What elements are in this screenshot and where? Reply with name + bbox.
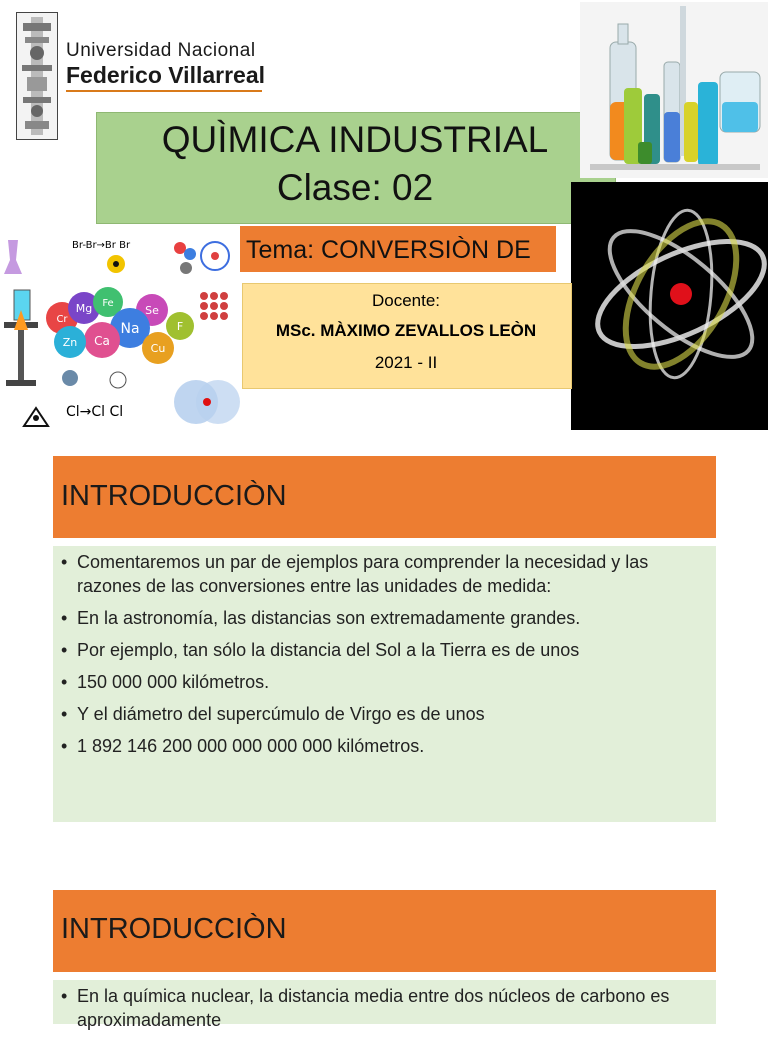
slide2-header-title: INTRODUCCIÒN	[61, 480, 287, 512]
br-reaction-label: Br-Br→Br Br	[72, 240, 131, 251]
bullet-item	[57, 984, 707, 1032]
logo-underline	[66, 90, 262, 92]
element-zn: Zn	[62, 336, 78, 349]
element-fe: Fe	[102, 298, 114, 309]
element-se: Se	[145, 304, 159, 317]
bullet-marker: •	[61, 986, 68, 1006]
bullet-text: Por ejemplo, tan sólo la distancia del Sol a la Tierra es de unos	[77, 640, 580, 660]
cl-reaction-label: Cl→Cl Cl	[66, 404, 124, 420]
class-number: Clase: 02	[276, 167, 434, 208]
bullet-item	[57, 670, 707, 694]
bullet-text: Comentaremos un par de ejemplos para comprender la necesidad y las razones de las conversiones entre las unidades de medida:	[77, 552, 649, 596]
bullet-marker: •	[61, 672, 68, 692]
element-f: F	[176, 320, 184, 333]
bullet-item	[57, 638, 707, 662]
bullet-item	[57, 550, 707, 598]
bullet-text: En la astronomía, las distancias son extremadamente grandes.	[77, 608, 581, 628]
bullet-marker: •	[61, 552, 68, 572]
element-cr: Cr	[56, 314, 68, 325]
university-name-line-2: Federico Villarreal	[66, 62, 266, 88]
chemistry-elements-illustration	[0, 230, 242, 436]
teacher-name: MSc. MÀXIMO ZEVALLOS LEÒN	[275, 321, 537, 340]
bullet-text: Y el diámetro del supercúmulo de Virgo es de unos	[77, 704, 485, 724]
slide2-bullet-list	[57, 550, 707, 766]
course-title: QUÌMICA INDUSTRIAL	[161, 119, 549, 160]
teacher-label: Docente:	[371, 291, 441, 310]
bullet-text: 150 000 000 kilómetros.	[77, 672, 270, 692]
bullet-marker: •	[61, 640, 68, 660]
bullet-item	[57, 606, 707, 630]
bullet-item	[57, 702, 707, 726]
university-crest-logo	[16, 12, 58, 140]
element-ca: Ca	[94, 334, 110, 348]
bullet-marker: •	[61, 704, 68, 724]
element-cu: Cu	[150, 342, 166, 355]
academic-term: 2021 - II	[374, 353, 438, 372]
topic-text: Tema: CONVERSIÒN DE	[246, 236, 531, 264]
bullet-text: En la química nuclear, la distancia media entre dos núcleos de carbono es aproximadamente	[77, 986, 670, 1030]
element-mg: Mg	[75, 302, 93, 315]
lab-glassware-image	[580, 2, 768, 178]
element-na: Na	[120, 321, 140, 337]
bullet-text: 1 892 146 200 000 000 000 000 kilómetros.	[77, 736, 425, 756]
slide3-bullet-list	[57, 984, 707, 1040]
atom-image	[571, 182, 768, 430]
slide3-header-title: INTRODUCCIÒN	[61, 913, 287, 945]
bullet-marker: •	[61, 736, 68, 756]
university-name-line-1: Universidad Nacional	[66, 40, 256, 61]
bullet-marker: •	[61, 608, 68, 628]
bullet-item	[57, 734, 707, 758]
